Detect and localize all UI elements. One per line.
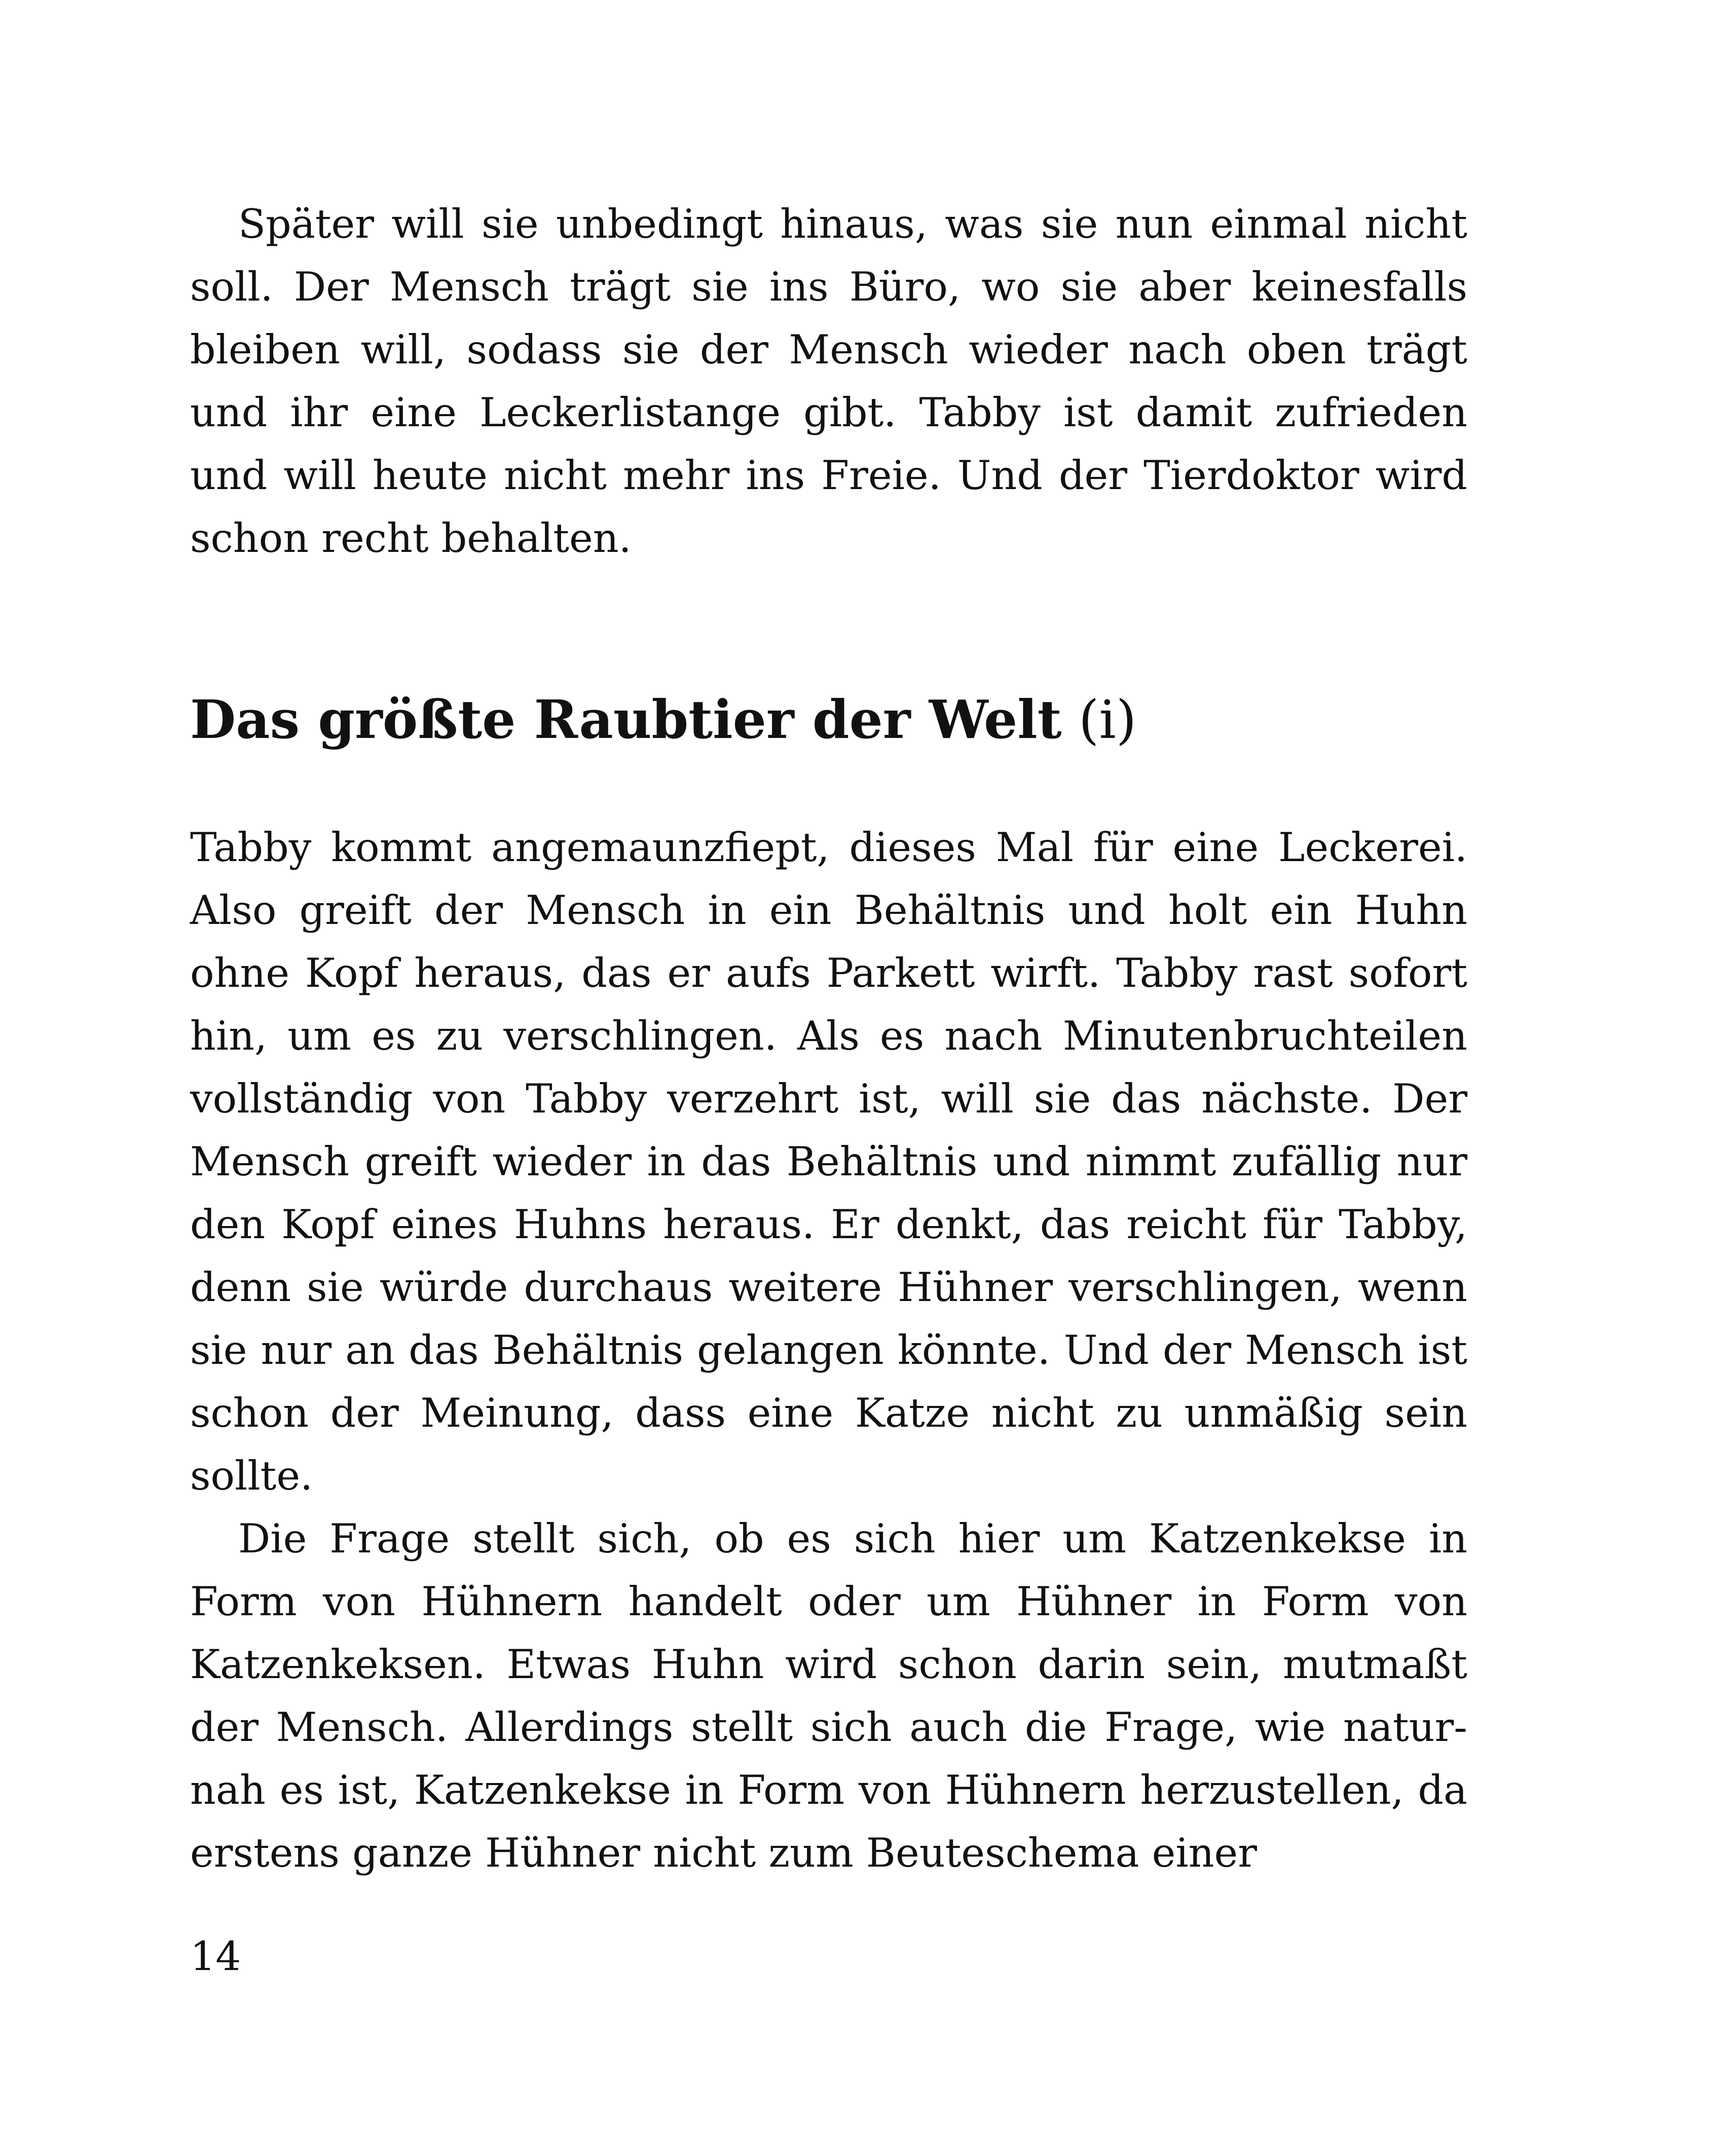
section-body (190, 816, 1467, 1884)
section-heading (190, 687, 1467, 753)
section-title: Das größte Raubtier der Welt (190, 688, 1062, 751)
page-number: 14 (190, 1933, 241, 1980)
section-title-suffix: (i) (1078, 689, 1137, 751)
paragraph: Tabby kommt angemaunzfiept, dieses Mal für eine Leckerei. Also greift der Mensch in ein Behältnis und holt ein Huhn ohne Kopf heraus, das er aufs Parkett wirft. Tabby rast sofort hin, um es zu verschlingen. Als es nach Minutenbruchteilen vollständig von Tabby verzehrt ist, will sie das nächste. Der Mensch greift wieder in das Behältnis und nimmt zufällig nur den Kopf eines Huhns heraus. Er denkt, das reicht für Tabby, denn sie würde durchaus weitere Hühner verschlingen, wenn sie nur an das Behältnis gelangen könnte. Und der Mensch ist schon der Meinung, dass eine Katze nicht zu unmäßig sein sollte. (190, 824, 1467, 1499)
paragraph: Die Frage stellt sich, ob es sich hier um Katzenkekse in Form von Hühnern handelt oder um Hühner in Form von Katzenkeksen. Etwas Huhn wird schon darin sein, mutmaßt der Mensch. Allerdings stellt sich auch die Frage, wie naturnah es ist, Katzenkekse in Form von Hühnern herzustellen, da erstens ganze Hühner nicht zum Beuteschema einer (190, 1515, 1467, 1876)
paragraph: Später will sie unbedingt hinaus, was sie nun einmal nicht soll. Der Mensch trägt sie ins Büro, wo sie aber keinesfalls bleiben will, sodass sie der Mensch wieder nach oben trägt und ihr eine Leckerlistange gibt. Tabby ist damit zufrieden und will heute nicht mehr ins Freie. Und der Tierdoktor wird schon recht behalten. (190, 201, 1467, 562)
continued-text-block (190, 193, 1467, 570)
